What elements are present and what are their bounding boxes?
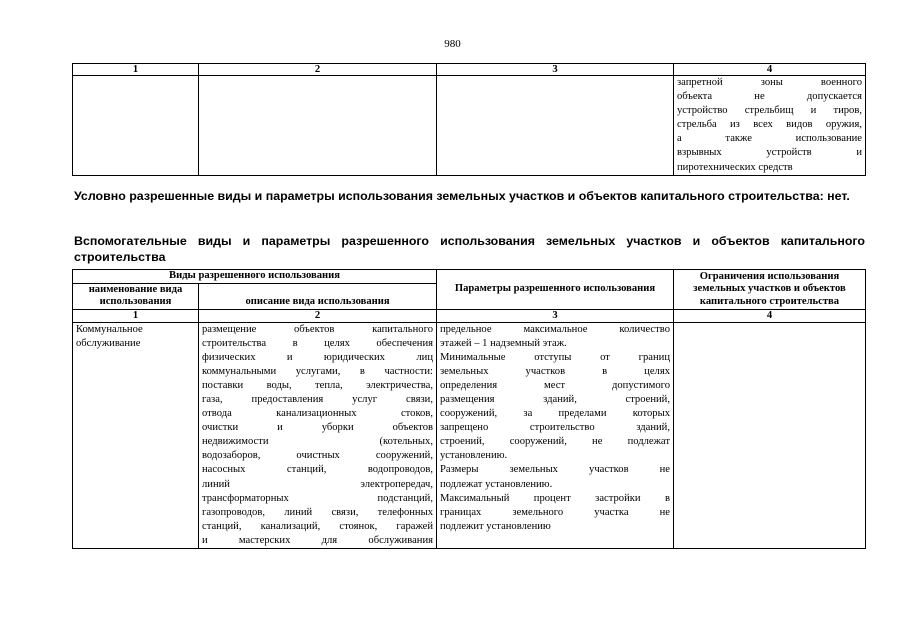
- column-number: 4: [674, 64, 866, 76]
- header-params: Параметры разрешенного использования: [437, 270, 674, 310]
- text-line: взрывных устройств и: [677, 147, 862, 159]
- header-limits: Ограничения использования земельных участков и объектов капитального строительства: [674, 270, 866, 310]
- use-limits-cell: [674, 322, 866, 549]
- section-heading-conditional: Условно разрешенные виды и параметры использования земельных участков и объектов капитального строительства: нет.: [74, 189, 850, 203]
- column-number-row: [73, 309, 866, 322]
- text-line: поставки воды, тепла, электричества,: [202, 379, 433, 391]
- use-params-cell: [437, 322, 674, 549]
- text-line: отвода канализационных стоков,: [202, 408, 433, 420]
- table-row: [73, 76, 866, 176]
- header-name: наименование вида использования: [73, 283, 199, 309]
- header-row: [73, 270, 866, 284]
- use-name-cell: Коммунальное обслуживание: [73, 322, 199, 549]
- text-line: насосных станций, водопроводов,: [202, 464, 433, 476]
- text-line: запретной зоны военного: [677, 77, 862, 88]
- section-heading-auxiliary: Вспомогательные виды и параметры разрешенного использования земельных участков и объектов капитального строительства: [74, 234, 865, 264]
- text-line: трансформаторных подстанций,: [202, 492, 433, 504]
- text-line: водозаборов, очистных сооружений,: [202, 450, 433, 462]
- text-line: пиротехнических средств: [677, 161, 793, 173]
- text-line: установлению.: [440, 450, 508, 462]
- column-number: 2: [199, 309, 437, 322]
- column-number: 2: [199, 64, 437, 76]
- text-line: стрельба из всех видов оружия,: [677, 119, 862, 131]
- restriction-cell: [674, 76, 866, 176]
- text-line: коммунальными услугами, в частности:: [202, 365, 433, 377]
- text-line: очистки и уборки объектов: [202, 422, 433, 434]
- column-number: 1: [73, 64, 199, 76]
- use-description-cell: [199, 322, 437, 549]
- text-line: физических и юридических лиц: [202, 351, 433, 363]
- text-line: станций, канализаций, стоянок, гаражей: [202, 520, 433, 532]
- column-number: 4: [674, 309, 866, 322]
- text-line: подлежит установлению: [440, 520, 551, 532]
- column-number: 3: [437, 309, 674, 322]
- text-line: земельных участков в целях: [440, 365, 670, 377]
- text-line: недвижимости (котельных,: [202, 436, 433, 448]
- text-line: Размеры земельных участков не: [440, 464, 670, 476]
- text-line: предельное максимальное количество: [440, 323, 670, 335]
- text-line: сооружений, за пределами которых: [440, 408, 670, 420]
- empty-cell: [199, 76, 437, 176]
- text-line: запрещено строительство зданий,: [440, 422, 670, 434]
- table-row: [73, 322, 866, 549]
- text-line: этажей – 1 надземный этаж.: [440, 337, 567, 349]
- column-number: 1: [73, 309, 199, 322]
- text-line: и мастерских для обслуживания: [202, 534, 433, 546]
- text-line: подлежат установлению.: [440, 478, 553, 490]
- column-number-row: [73, 64, 866, 76]
- text-line: размещение объектов капитального: [202, 323, 433, 335]
- empty-cell: [73, 76, 199, 176]
- text-line: границах земельного участка не: [440, 506, 670, 518]
- text-line: устройство стрельбищ и тиров,: [677, 105, 862, 117]
- text-line: объекта не допускается: [677, 91, 862, 103]
- text-line: газа, предоставления услуг связи,: [202, 393, 433, 405]
- text-line: определения мест допустимого: [440, 379, 670, 391]
- text-line: Максимальный процент застройки в: [440, 492, 670, 504]
- text-line: строительства в целях обеспечения: [202, 337, 433, 349]
- empty-cell: [437, 76, 674, 176]
- column-number: 3: [437, 64, 674, 76]
- header-description: описание вида использования: [199, 283, 437, 309]
- text-line: строений, сооружений, не подлежат: [440, 436, 670, 448]
- continued-table: [72, 63, 866, 176]
- text-line: газопроводов, линий связи, телефонных: [202, 506, 433, 518]
- header-group-uses: Виды разрешенного использования: [73, 270, 437, 284]
- page-number: 980: [444, 38, 461, 50]
- text-line: Минимальные отступы от границ: [440, 351, 670, 363]
- auxiliary-uses-table: [72, 269, 866, 549]
- text-line: размещения зданий, строений,: [440, 393, 670, 405]
- text-line: а также использование: [677, 133, 862, 145]
- text-line: линий электропередач,: [202, 478, 433, 490]
